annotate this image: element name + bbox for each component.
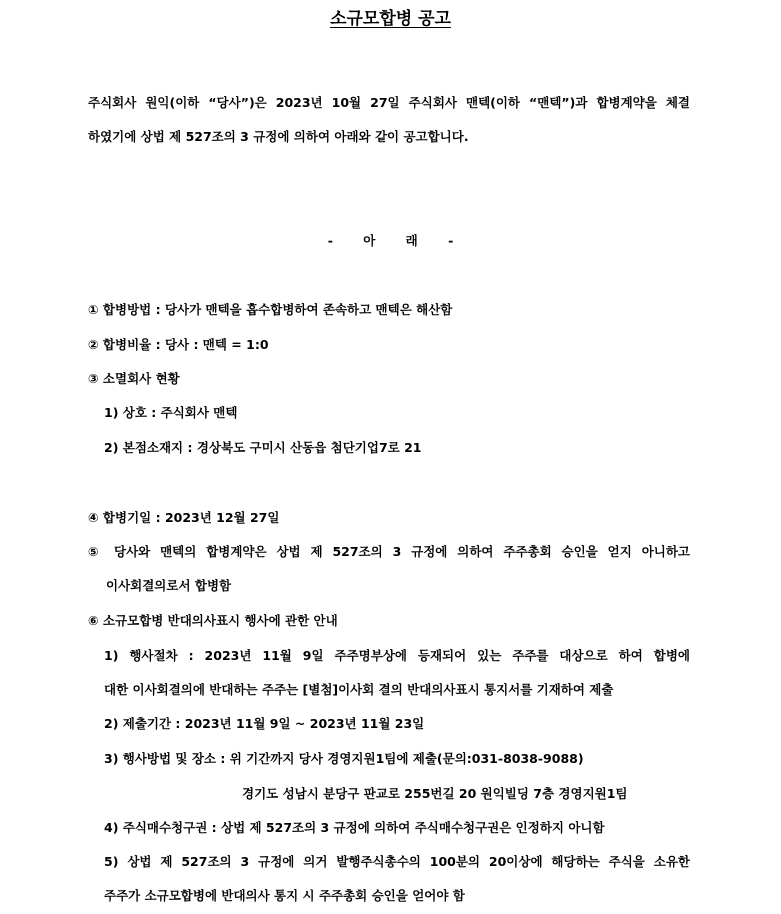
- item-procedure-line-2: 대한 이사회결의에 반대하는 주주는 [별첨]이사회 결의 반대의사표시 통지서를 기재하여 제출: [104, 682, 614, 697]
- item-shareholder-condition-line-2: 주주가 소규모합병에 반대의사 통지 시 주주총회 승인을 얻어야 함: [104, 888, 465, 903]
- section-heading: - 아 래 -: [327, 233, 454, 248]
- item-procedure-line-1: 1) 행사절차 : 2023년 11월 9일 주주명부상에 등재되어 있는 주주를 대상으로 하여 합병에: [104, 648, 690, 663]
- item-merger-contract-line-1: ⑤ 당사와 맨텍의 합병계약은 상법 제 527조의 3 규정에 의하여 주주총회 승인을 얻지 아니하고: [88, 544, 690, 559]
- item-shareholder-condition-line-1: 5) 상법 제 527조의 3 규정에 의거 발행주식총수의 100분의 20이상에 해당하는 주식을 소유한: [104, 854, 690, 869]
- item-appraisal-right: 4) 주식매수청구권 : 상법 제 527조의 3 규정에 의하여 주식매수청구권은 인정하지 아니함: [104, 820, 605, 835]
- item-method-place: 3) 행사방법 및 장소 : 위 기간까지 당사 경영지원1팀에 제출(문의:031-8038-9088): [104, 751, 584, 766]
- item-dissolved-company: ③ 소멸회사 현황: [88, 371, 180, 386]
- item-company-name: 1) 상호 : 주식회사 맨텍: [104, 405, 238, 420]
- intro-line-2: 하였기에 상법 제 527조의 3 규정에 의하여 아래와 같이 공고합니다.: [88, 129, 469, 144]
- intro-line-1: 주식회사 원익(이하 “당사”)은 2023년 10월 27일 주식회사 맨텍(이하 “맨텍”)과 합병계약을 체결: [88, 95, 690, 110]
- item-dissent-guide: ⑥ 소규모합병 반대의사표시 행사에 관한 안내: [88, 613, 338, 628]
- item-merger-ratio: ② 합병비율 : 당사 : 맨텍 = 1:0: [88, 337, 269, 352]
- item-method-address: 경기도 성남시 분당구 판교로 255번길 20 원익빌딩 7층 경영지원1팀: [242, 786, 628, 801]
- item-merger-method: ① 합병방법 : 당사가 맨텍을 흡수합병하여 존속하고 맨텍은 해산함: [88, 302, 453, 317]
- item-head-office: 2) 본점소재지 : 경상북도 구미시 산동읍 첨단기업7로 21: [104, 440, 422, 455]
- item-merger-date: ④ 합병기일 : 2023년 12월 27일: [88, 510, 280, 525]
- item-merger-contract-line-2: 이사회결의로서 합병함: [106, 578, 232, 593]
- item-submission-period: 2) 제출기간 : 2023년 11월 9일 ~ 2023년 11월 23일: [104, 716, 425, 731]
- document-title: 소규모합병 공고: [330, 9, 451, 29]
